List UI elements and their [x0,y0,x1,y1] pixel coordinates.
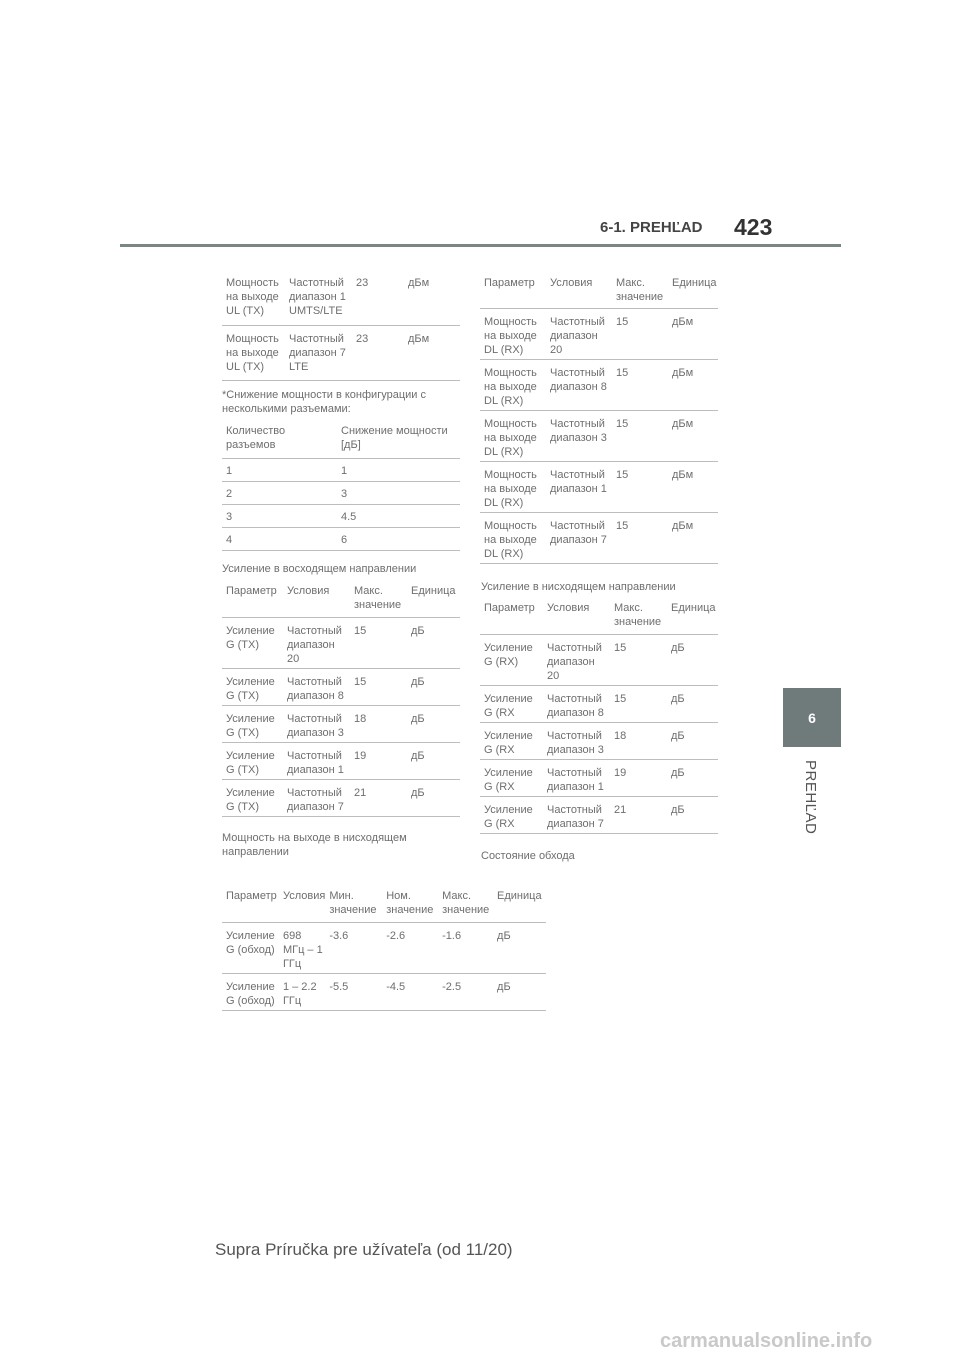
table-cell: -2.5 [442,980,462,993]
column-header: Мин. значение [329,890,377,917]
column-header: Макс. значение [442,890,490,917]
table-cell: Частотный диапазон 1 [287,749,344,776]
table-cell: Мощность на выходе DL (RX) [484,367,537,408]
column-header: Ном. значение [386,890,434,917]
table-row [222,482,460,505]
column-header: Условия [547,602,590,614]
table-header-row [222,424,460,459]
table-cell: -1.6 [442,929,462,942]
column-header: Макс. значение [354,585,402,612]
table-row [222,742,460,779]
table-cell: 18 [354,712,367,725]
table-cell: 15 [616,367,629,380]
table-cell: 15 [616,316,629,329]
table-cell: Мощность на выходе UL (TX) [226,277,279,318]
column-header: Макс. значение [614,602,662,629]
table-cell: 698 МГц – 1 ГГц [282,929,323,970]
table-cell: Мощность на выходе DL (RX) [484,469,537,510]
header-rule [120,244,841,247]
table-cell: дБ [671,803,685,816]
table-cell: 3 [341,488,348,501]
section-title: 6-1. PREHĽAD [600,219,703,236]
table-cell: дБ [411,624,425,637]
table-cell: Частотный диапазон 20 [547,641,602,682]
table-cell: дБ [411,712,425,725]
table-row [222,505,460,528]
uplink-gain-table [222,584,460,817]
column-header: Параметр [484,277,535,289]
table-cell: дБ [411,675,425,688]
table-cell: дБм [672,316,694,329]
column-header: Условия [282,890,326,902]
table-cell: Частотный диапазон 7 [547,803,604,830]
table-cell: 2 [226,488,233,501]
table-cell: дБ [671,641,685,654]
table-cell: 19 [614,766,627,779]
table-cell: Усиление G (RX [484,729,533,756]
table-cell: Частотный диапазон 7 [287,786,344,813]
column-header: Единица [497,890,542,902]
table-cell: 15 [354,624,367,637]
table-row [222,922,546,973]
table-cell: дБм [672,469,694,482]
table-cell: 19 [354,749,367,762]
table-row [480,309,718,360]
table-cell: дБм [408,277,430,289]
table-cell: Усиление G (TX) [226,624,275,651]
column-header: Макс. значение [616,277,664,304]
table-cell: 21 [354,786,367,799]
table-row [222,274,460,325]
ul-power-table [222,274,460,381]
table-cell: Усиление G (RX [484,803,533,830]
uplink-gain-caption: Усиление в восходящем направлении [222,563,417,575]
table-cell: дБ [411,786,425,799]
table-row [222,779,460,816]
table-cell: -2.6 [386,929,406,942]
table-cell: 4.5 [341,511,357,524]
column-header: Условия [287,585,330,597]
table-cell: 1 [226,465,233,478]
table-cell: 15 [616,469,629,482]
table-cell: дБ [497,980,511,993]
table-cell: Частотный диапазон 8 [550,367,607,394]
column-header: Единица [671,602,716,614]
table-cell: 23 [356,277,369,289]
table-cell: Усиление G (RX) [484,641,533,668]
table-cell: 15 [614,641,627,654]
table-cell: 21 [614,803,627,816]
column-header: Снижение мощности [дБ] [341,425,448,452]
table-row [222,325,460,380]
table-row [480,513,718,564]
dl-power-table [480,274,718,564]
table-header-row [222,889,546,922]
table-cell: Мощность на выходе DL (RX) [484,316,537,357]
table-row [480,685,718,722]
reduction-caption: *Снижение мощности в конфигурации с несколькими разъемами: [222,389,426,416]
table-cell: дБ [671,692,685,705]
table-cell: -4.5 [386,980,406,993]
table-cell: Усиление G (TX) [226,749,275,776]
table-cell: Частотный диапазон 20 [550,316,605,357]
table-cell: 23 [356,332,369,345]
footer-text: Supra Príručka pre užívateľa (od 11/20) [215,1240,513,1259]
table-header-row [480,601,718,634]
table-row [222,528,460,551]
table-cell: дБм [672,520,694,533]
table-cell: дБ [497,929,511,942]
table-cell: 18 [614,729,627,742]
table-cell: Мощность на выходе UL (TX) [226,332,279,373]
table-row [480,411,718,462]
table-row [480,796,718,833]
table-cell: Частотный диапазон 1 UMTS/LTE [289,277,346,318]
chapter-number: 6 [808,709,816,726]
column-header: Единица [411,585,456,597]
table-cell: 15 [616,520,629,533]
dl-power-caption: Мощность на выходе в нисходящем направлении [222,832,407,859]
table-cell: Частотный диапазон 3 [287,712,344,739]
downlink-gain-table [480,601,718,834]
chapter-label: PREHĽAD [802,760,819,835]
table-cell: Частотный диапазон 7 [550,520,607,547]
table-cell: 6 [341,534,348,547]
column-header: Единица [672,277,717,289]
bypass-caption: Состояние обхода [481,850,575,862]
column-header: Количество разъемов [226,425,286,452]
table-cell: Частотный диапазон 20 [287,624,342,665]
page-number: 423 [734,214,773,240]
table-cell: Мощность на выходе DL (RX) [484,520,537,561]
table-cell: Усиление G (обход) [226,980,275,1007]
table-cell: Усиление G (RX [484,766,533,793]
downlink-gain-caption: Усиление в нисходящем направлении [481,581,676,593]
table-cell: 3 [226,511,233,524]
table-row [222,459,460,482]
column-header: Условия [550,277,593,289]
bypass-table [222,889,546,1011]
table-cell: Частотный диапазон 1 [550,469,607,496]
table-cell: 15 [354,675,367,688]
table-cell: Усиление G (обход) [226,929,275,956]
table-cell: 4 [226,534,233,547]
table-cell: Усиление G (TX) [226,675,275,702]
table-row [222,973,546,1010]
table-header-row [222,584,460,617]
table-cell: дБ [671,766,685,779]
table-cell: дБм [408,332,430,345]
table-header-row [480,274,718,309]
table-cell: Частотный диапазон 3 [550,418,607,445]
table-row [222,705,460,742]
table-cell: дБм [672,418,694,431]
table-row [480,634,718,685]
table-cell: Усиление G (TX) [226,786,275,813]
table-cell: Частотный диапазон 1 [547,766,604,793]
table-cell: Усиление G (RX [484,692,533,719]
column-header: Параметр [226,890,277,902]
table-cell: 15 [616,418,629,431]
table-cell: дБ [411,749,425,762]
table-cell: Частотный диапазон 8 [547,692,604,719]
table-row [222,617,460,668]
reduction-table [222,424,460,551]
chapter-tab[interactable] [783,688,841,747]
table-cell: дБм [672,367,694,380]
table-cell: -3.6 [329,929,349,942]
table-row [222,668,460,705]
table-cell: 15 [614,692,627,705]
table-cell: дБ [671,729,685,742]
table-cell: -5.5 [329,980,349,993]
watermark: carmanualsonline.info [660,1330,873,1352]
table-row [480,462,718,513]
table-cell: Частотный диапазон 8 [287,675,344,702]
table-cell: Частотный диапазон 3 [547,729,604,756]
table-cell: Частотный диапазон 7 LTE [289,332,346,373]
table-cell: Мощность на выходе DL (RX) [484,418,537,459]
table-cell: Усиление G (TX) [226,712,275,739]
table-cell: 1 – 2.2 ГГц [282,980,317,1007]
table-row [480,759,718,796]
table-cell: 1 [341,465,348,478]
column-header: Параметр [484,602,535,614]
column-header: Параметр [226,585,277,597]
table-row [480,722,718,759]
table-row [480,360,718,411]
